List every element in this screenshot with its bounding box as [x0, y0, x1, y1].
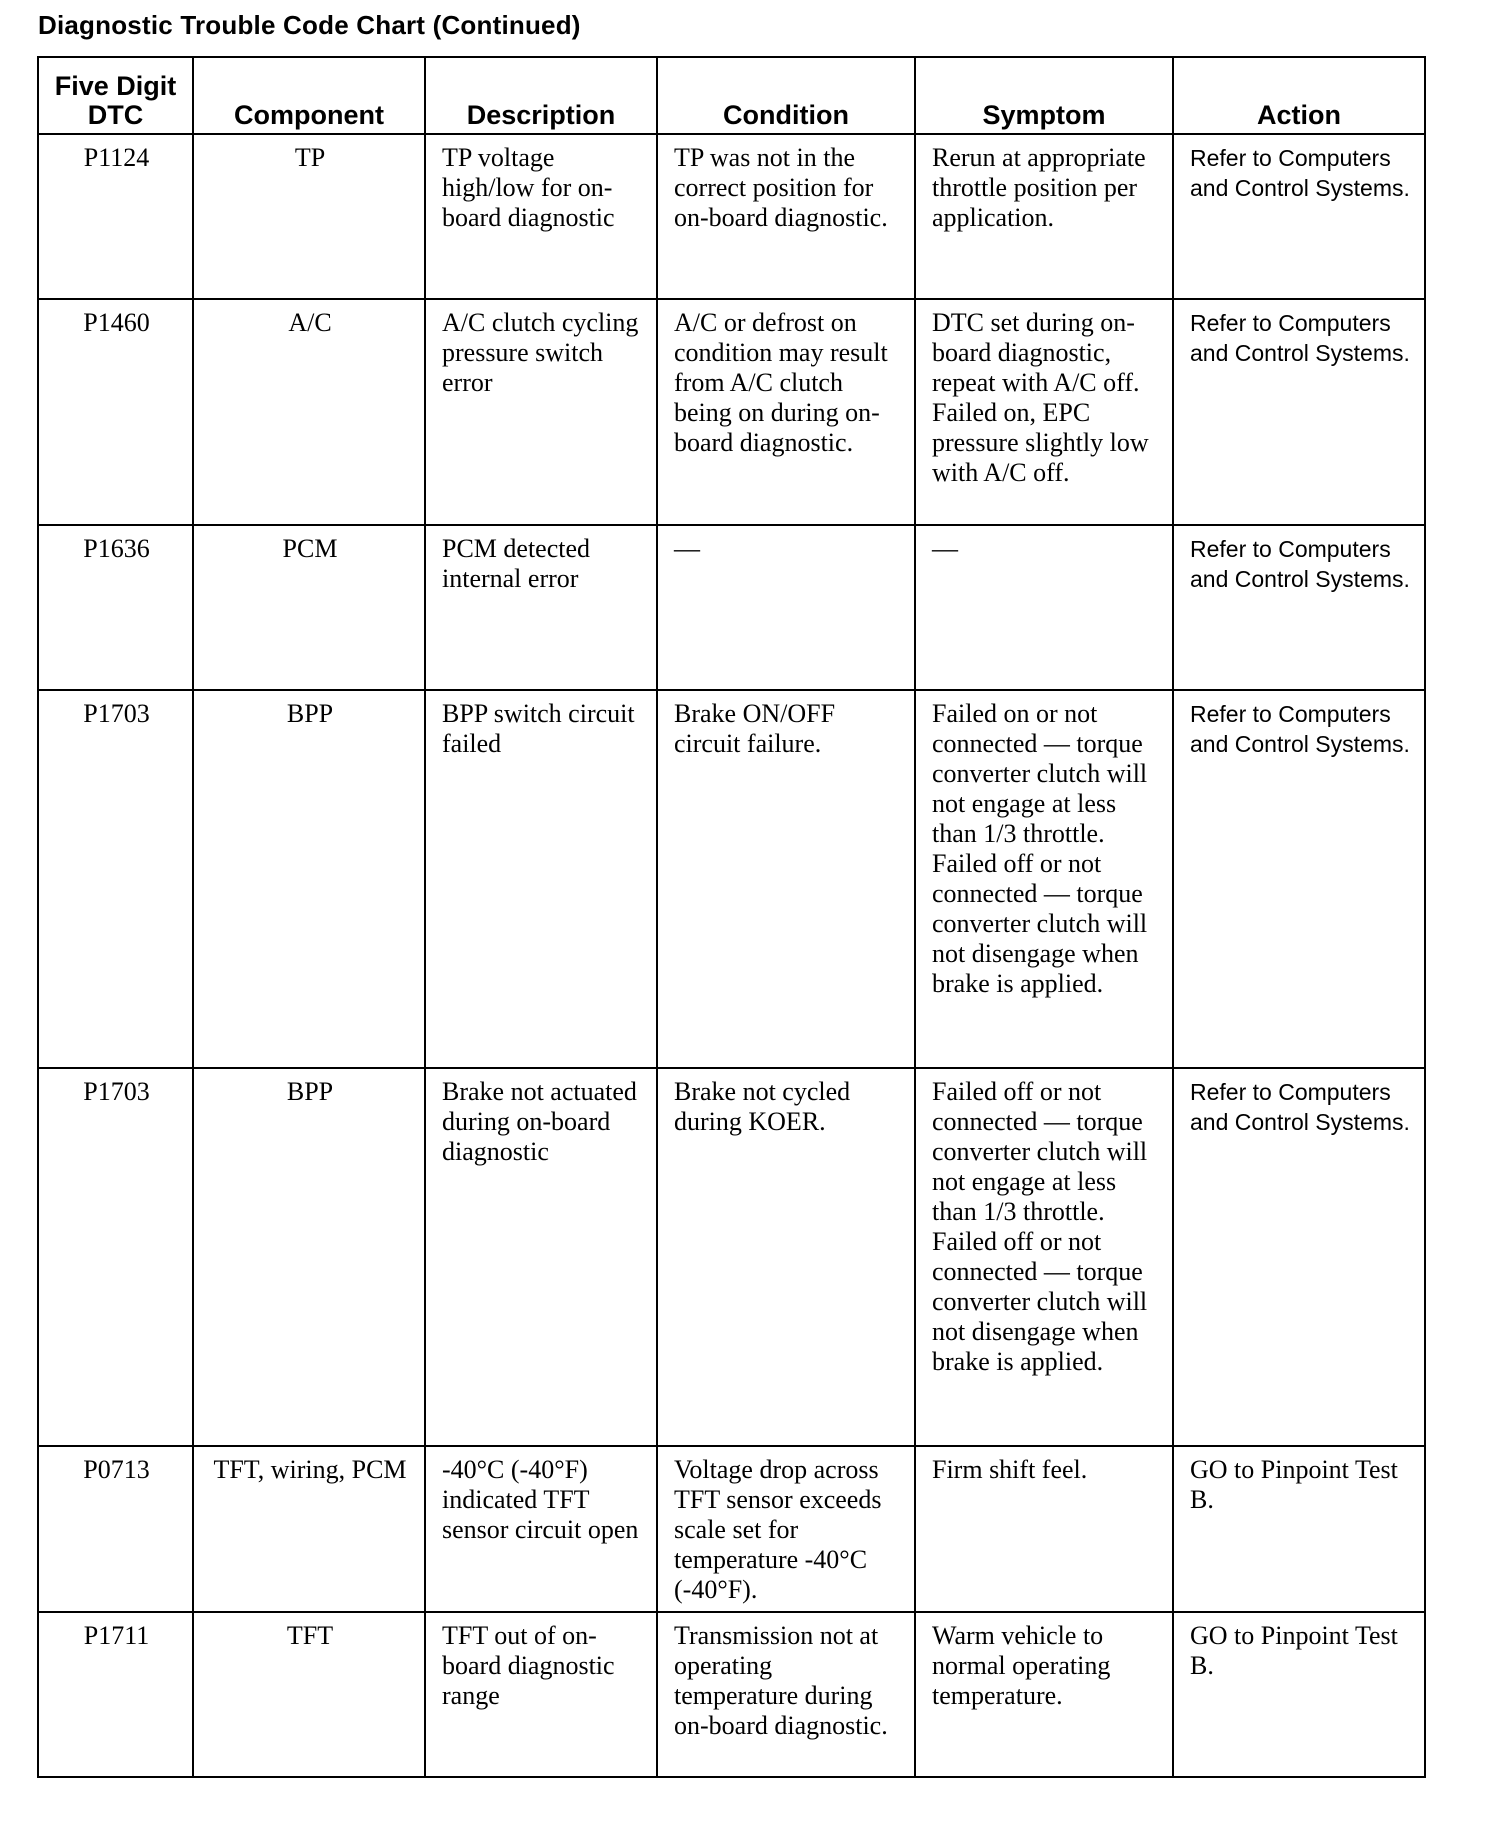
table-row: [38, 299, 1425, 525]
description-cell: TP voltage high/low for on-board diagnostic: [425, 134, 657, 299]
action-text: Refer to Computers and Control Systems.: [1190, 701, 1410, 757]
condition-cell: Voltage drop across TFT sensor exceeds scale set for temperature -40°C (-40°F).: [657, 1446, 915, 1612]
table-header-row: [38, 57, 1425, 134]
description-cell: -40°C (-40°F) indicated TFT sensor circuit open: [425, 1446, 657, 1612]
description-cell: Brake not actuated during on-board diagnostic: [425, 1068, 657, 1446]
table-row: [38, 1446, 1425, 1612]
action-cell: [1173, 690, 1425, 1068]
condition-cell: A/C or defrost on condition may result from A/C clutch being on during on-board diagnostic.: [657, 299, 915, 525]
component-cell: BPP: [193, 1068, 425, 1446]
description-cell: BPP switch circuit failed: [425, 690, 657, 1068]
component-cell: TFT, wiring, PCM: [193, 1446, 425, 1612]
action-text: Refer to Computers and Control Systems.: [1190, 1079, 1410, 1135]
component-cell: BPP: [193, 690, 425, 1068]
component-cell: TFT: [193, 1612, 425, 1777]
action-cell: [1173, 1446, 1425, 1612]
page-title: Diagnostic Trouble Code Chart (Continued): [38, 10, 581, 40]
dtc-code: P1703: [38, 690, 193, 1068]
dtc-code: P1460: [38, 299, 193, 525]
component-cell: PCM: [193, 525, 425, 690]
header-dtc-label: Five Digit DTC: [54, 71, 177, 130]
component-cell: A/C: [193, 299, 425, 525]
header-component: Component: [193, 57, 425, 134]
action-cell: [1173, 299, 1425, 525]
action-text: GO to Pinpoint Test B.: [1190, 1455, 1398, 1514]
symptom-cell: Firm shift feel.: [915, 1446, 1173, 1612]
header-symptom: Symptom: [915, 57, 1173, 134]
symptom-cell: Failed on or not connected — torque converter clutch will not engage at less than 1/3 throttle. Failed off or not connected — torque converter clutch will not disengage when brake is applied.: [915, 690, 1173, 1068]
description-cell: TFT out of on-board diagnostic range: [425, 1612, 657, 1777]
action-cell: [1173, 1068, 1425, 1446]
header-action: Action: [1173, 57, 1425, 134]
table-row: [38, 1068, 1425, 1446]
dtc-code: P1703: [38, 1068, 193, 1446]
symptom-cell: Failed off or not connected — torque converter clutch will not engage at less than 1/3 throttle. Failed off or not connected — torque converter clutch will not disengage when brake is applied.: [915, 1068, 1173, 1446]
header-dtc: [38, 57, 193, 134]
table-row: [38, 1612, 1425, 1777]
dtc-code: P1711: [38, 1612, 193, 1777]
table-row: [38, 134, 1425, 299]
action-text: Refer to Computers and Control Systems.: [1190, 310, 1410, 366]
symptom-cell: —: [915, 525, 1173, 690]
symptom-cell: Rerun at appropriate throttle position per application.: [915, 134, 1173, 299]
condition-cell: Transmission not at operating temperature during on-board diagnostic.: [657, 1612, 915, 1777]
condition-cell: Brake not cycled during KOER.: [657, 1068, 915, 1446]
symptom-cell: DTC set during on-board diagnostic, repeat with A/C off. Failed on, EPC pressure slightly low with A/C off.: [915, 299, 1173, 525]
dtc-code: P0713: [38, 1446, 193, 1612]
table-row: [38, 525, 1425, 690]
table-row: [38, 690, 1425, 1068]
dtc-code: P1124: [38, 134, 193, 299]
action-cell: [1173, 134, 1425, 299]
description-cell: A/C clutch cycling pressure switch error: [425, 299, 657, 525]
header-condition: Condition: [657, 57, 915, 134]
action-cell: [1173, 1612, 1425, 1777]
component-cell: TP: [193, 134, 425, 299]
action-cell: [1173, 525, 1425, 690]
condition-cell: TP was not in the correct position for on-board diagnostic.: [657, 134, 915, 299]
dtc-chart-table: [37, 56, 1426, 1778]
description-cell: PCM detected internal error: [425, 525, 657, 690]
condition-cell: —: [657, 525, 915, 690]
condition-cell: Brake ON/OFF circuit failure.: [657, 690, 915, 1068]
action-text: Refer to Computers and Control Systems.: [1190, 145, 1410, 201]
action-text: Refer to Computers and Control Systems.: [1190, 536, 1410, 592]
symptom-cell: Warm vehicle to normal operating temperature.: [915, 1612, 1173, 1777]
header-description: Description: [425, 57, 657, 134]
action-text: GO to Pinpoint Test B.: [1190, 1621, 1398, 1680]
dtc-code: P1636: [38, 525, 193, 690]
